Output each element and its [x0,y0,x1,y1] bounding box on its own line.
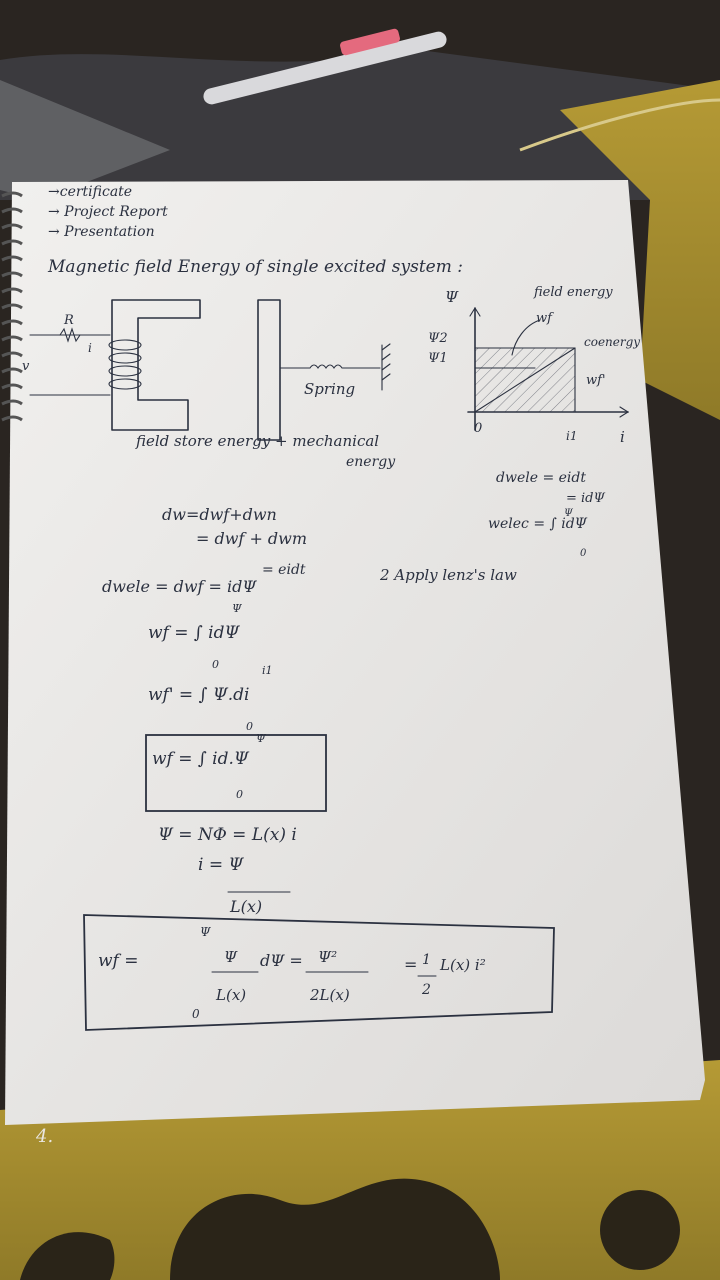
graph-psi1: Ψ1 [428,351,448,366]
page-title: Magnetic field Energy of single excited system : [48,257,463,277]
eq-final-frac3-den: 2 [422,982,431,998]
eq-eidt: = eidt [262,562,306,578]
resistor-label: R [64,313,74,328]
eq-final-frac1-num: Ψ [224,948,238,966]
eq-final-frac2-num: Ψ² [318,948,338,966]
eq-wf-bot: 0 [212,658,219,671]
eq-dwele: dwele = dwf = idΨ [102,577,257,596]
current-label: i [88,341,92,355]
header-line-3: → Presentation [48,224,155,240]
eq-right-idpsi: = idΨ [566,491,605,506]
source-label: v [22,359,30,374]
graph-i1: i1 [566,429,578,443]
eq-i-num: i = Ψ [198,855,244,875]
eq-right-limit-top: Ψ [564,508,573,519]
graph-psi2: Ψ2 [428,331,448,346]
eq-final-dpsi: dΨ = [260,951,303,970]
eq-i-den: L(x) [230,897,263,916]
notebook-page [5,180,705,1125]
eq-final-frac2-den: 2L(x) [310,986,350,1004]
eq-boxed-top: Ψ [256,732,266,745]
graph-origin: 0 [474,421,483,436]
eq-final-lhs: wf = [98,951,139,971]
eq-energy: energy [346,454,396,470]
eq-wfp-bot: 0 [246,720,253,733]
bottom-margin-mark: 4. [36,1126,54,1147]
eq-dwm: = dwf + dwm [196,529,308,548]
eq-right-dwele: dwele = eidt [496,470,586,486]
header-line-2: → Project Report [48,204,168,220]
eq-dw: dw=dwf+dwn [162,505,277,524]
eq-final-bot: 0 [192,1007,200,1021]
graph-psi-axis: Ψ [445,288,459,306]
header-line-1: →certificate [48,184,133,200]
eq-boxed-wf: wf = ∫ id.Ψ [152,749,249,769]
eq-wfp-top: i1 [262,664,273,677]
graph-field-energy: field energy [534,285,613,300]
graph-wf-prime: wf' [586,373,606,388]
graph-i-axis: i [620,428,625,446]
eq-wf-top: Ψ [232,602,242,615]
graph-wf: wf [536,311,552,326]
eq-wfp-integral: wf' = ∫ Ψ.di [148,685,250,705]
eq-wf-integral: wf = ∫ idΨ [148,623,240,643]
eq-lenz: 2 Apply lenz's law [380,566,517,584]
graph-coenergy: coenergy [584,335,641,349]
eq-final-equals: = [404,955,418,974]
eq-final-rhs: L(x) i² [440,956,486,974]
eq-final-frac1-den: L(x) [216,986,247,1004]
eq-field-store: field store energy + mechanical [136,432,380,450]
eq-right-limit-bot: 0 [580,548,587,559]
eq-flux: Ψ = NΦ = L(x) i [158,825,297,845]
spring-label: Spring [304,380,356,398]
eq-boxed-bot: 0 [236,788,243,801]
eq-final-frac3-num: 1 [422,952,431,968]
eq-right-welec: welec = ∫ idΨ [488,516,587,532]
eq-final-top: Ψ [200,925,211,939]
